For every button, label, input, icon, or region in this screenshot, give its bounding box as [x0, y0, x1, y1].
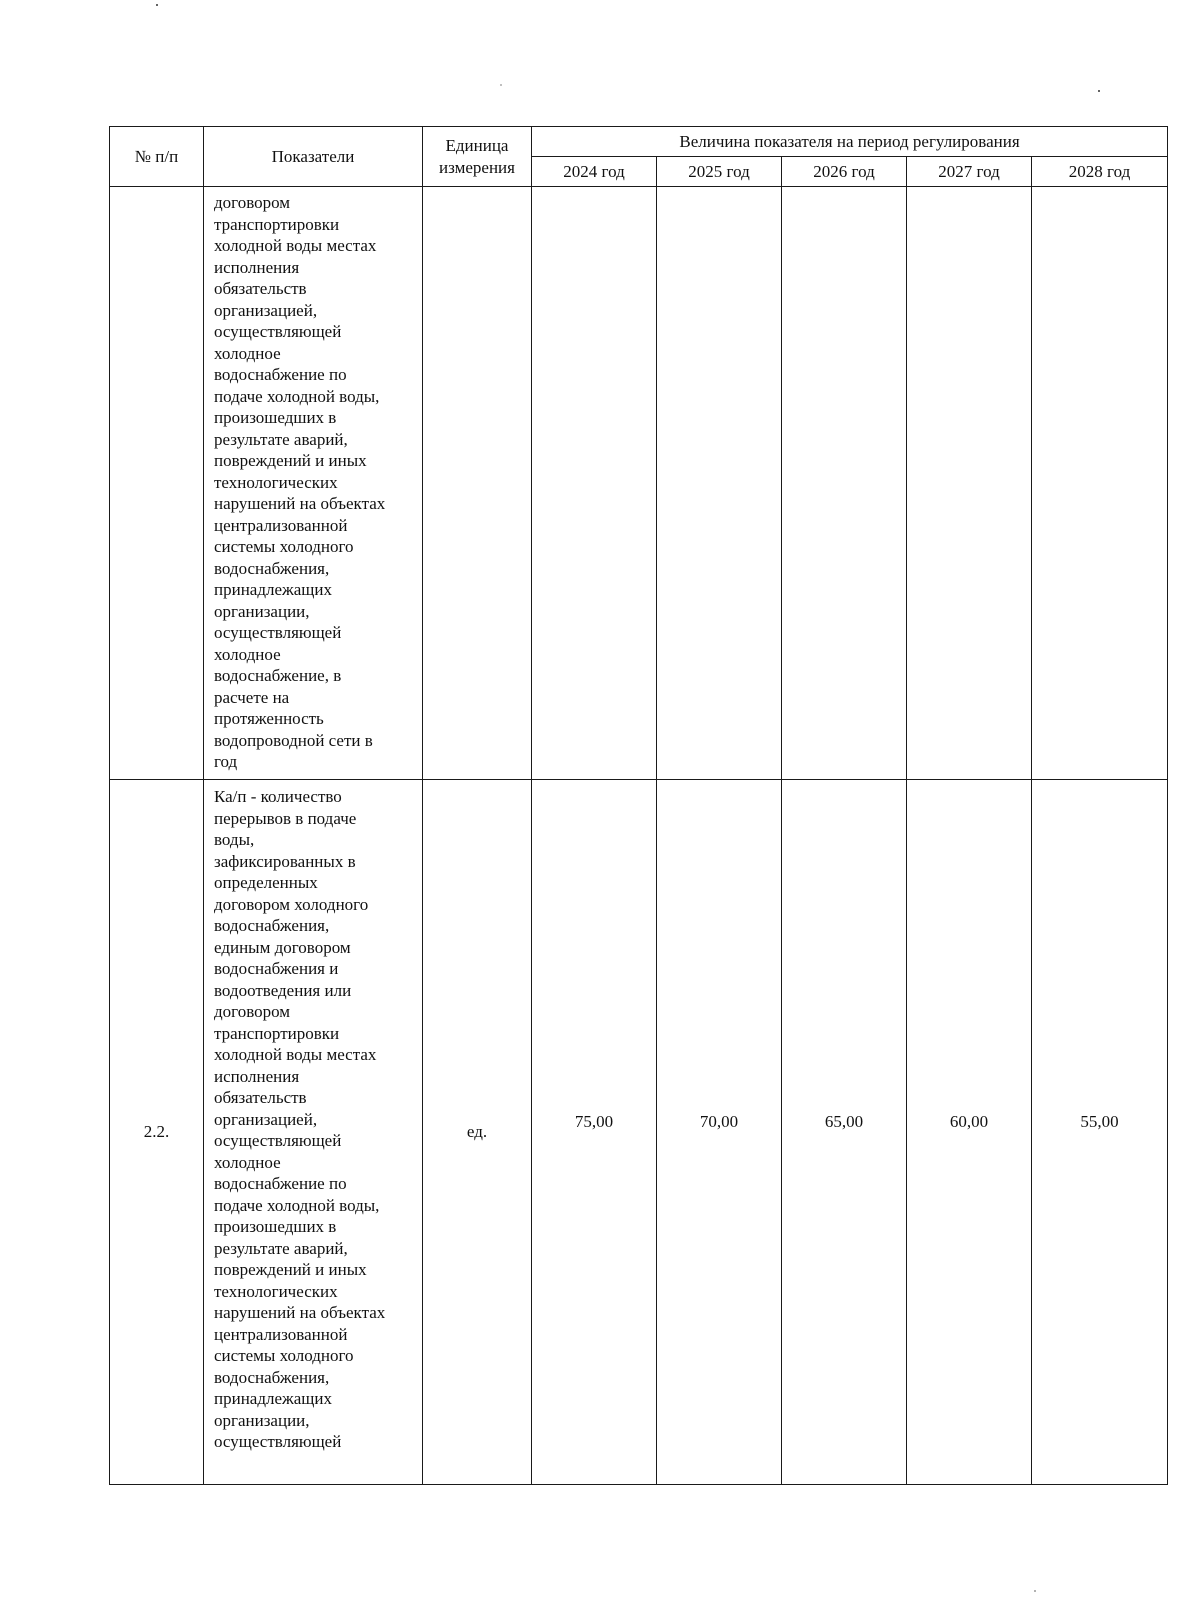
row-value-2024	[532, 187, 657, 780]
scan-speck	[1098, 90, 1100, 92]
header-unit: Единица измерения	[423, 127, 532, 187]
row-value-2028	[1032, 187, 1168, 780]
header-year-2028: 2028 год	[1032, 157, 1168, 187]
row-value-2026: 65,00	[782, 780, 907, 1485]
row-value-2025	[657, 187, 782, 780]
table-row	[110, 780, 1168, 1485]
row-unit	[423, 187, 532, 780]
header-indicator: Показатели	[204, 127, 423, 187]
row-indicator: Ка/п - количество перерывов в подаче воды, зафиксированных в определенных договором холодного водоснабжения, единым договором водоснабжения и водоотведения или договором транспортировки холодной воды местах исполнения обязательств организацией, осуществляющей холодное водоснабжение по подаче холодной воды, произошедших в результате аварий, повреждений и иных технологических нарушений на объектах централизованной системы холодного водоснабжения, принадлежащих организации, осуществляющей	[204, 780, 423, 1485]
scan-speck	[1034, 1590, 1036, 1592]
header-year-2025: 2025 год	[657, 157, 782, 187]
row-value-2028: 55,00	[1032, 780, 1168, 1485]
row-value-2027: 60,00	[907, 780, 1032, 1485]
row-num: 2.2.	[110, 780, 204, 1485]
scan-speck	[500, 84, 502, 86]
table-row	[110, 187, 1168, 780]
row-unit: ед.	[423, 780, 532, 1485]
row-value-2026	[782, 187, 907, 780]
row-num	[110, 187, 204, 780]
row-value-2025: 70,00	[657, 780, 782, 1485]
header-year-2024: 2024 год	[532, 157, 657, 187]
row-value-2027	[907, 187, 1032, 780]
scan-speck	[156, 4, 158, 6]
header-year-2026: 2026 год	[782, 157, 907, 187]
row-value-2024: 75,00	[532, 780, 657, 1485]
indicators-table	[109, 126, 1168, 1485]
row-indicator: договором транспортировки холодной воды местах исполнения обязательств организацией, осуществляющей холодное водоснабжение по подаче холодной воды, произошедших в результате аварий, повреждений и иных технологических нарушений на объектах централизованной системы холодного водоснабжения, принадлежащих организации, осуществляющей холодное водоснабжение, в расчете на протяженность водопроводной сети в год	[204, 187, 423, 780]
header-year-2027: 2027 год	[907, 157, 1032, 187]
header-num: № п/п	[110, 127, 204, 187]
header-period: Величина показателя на период регулирования	[532, 127, 1168, 157]
